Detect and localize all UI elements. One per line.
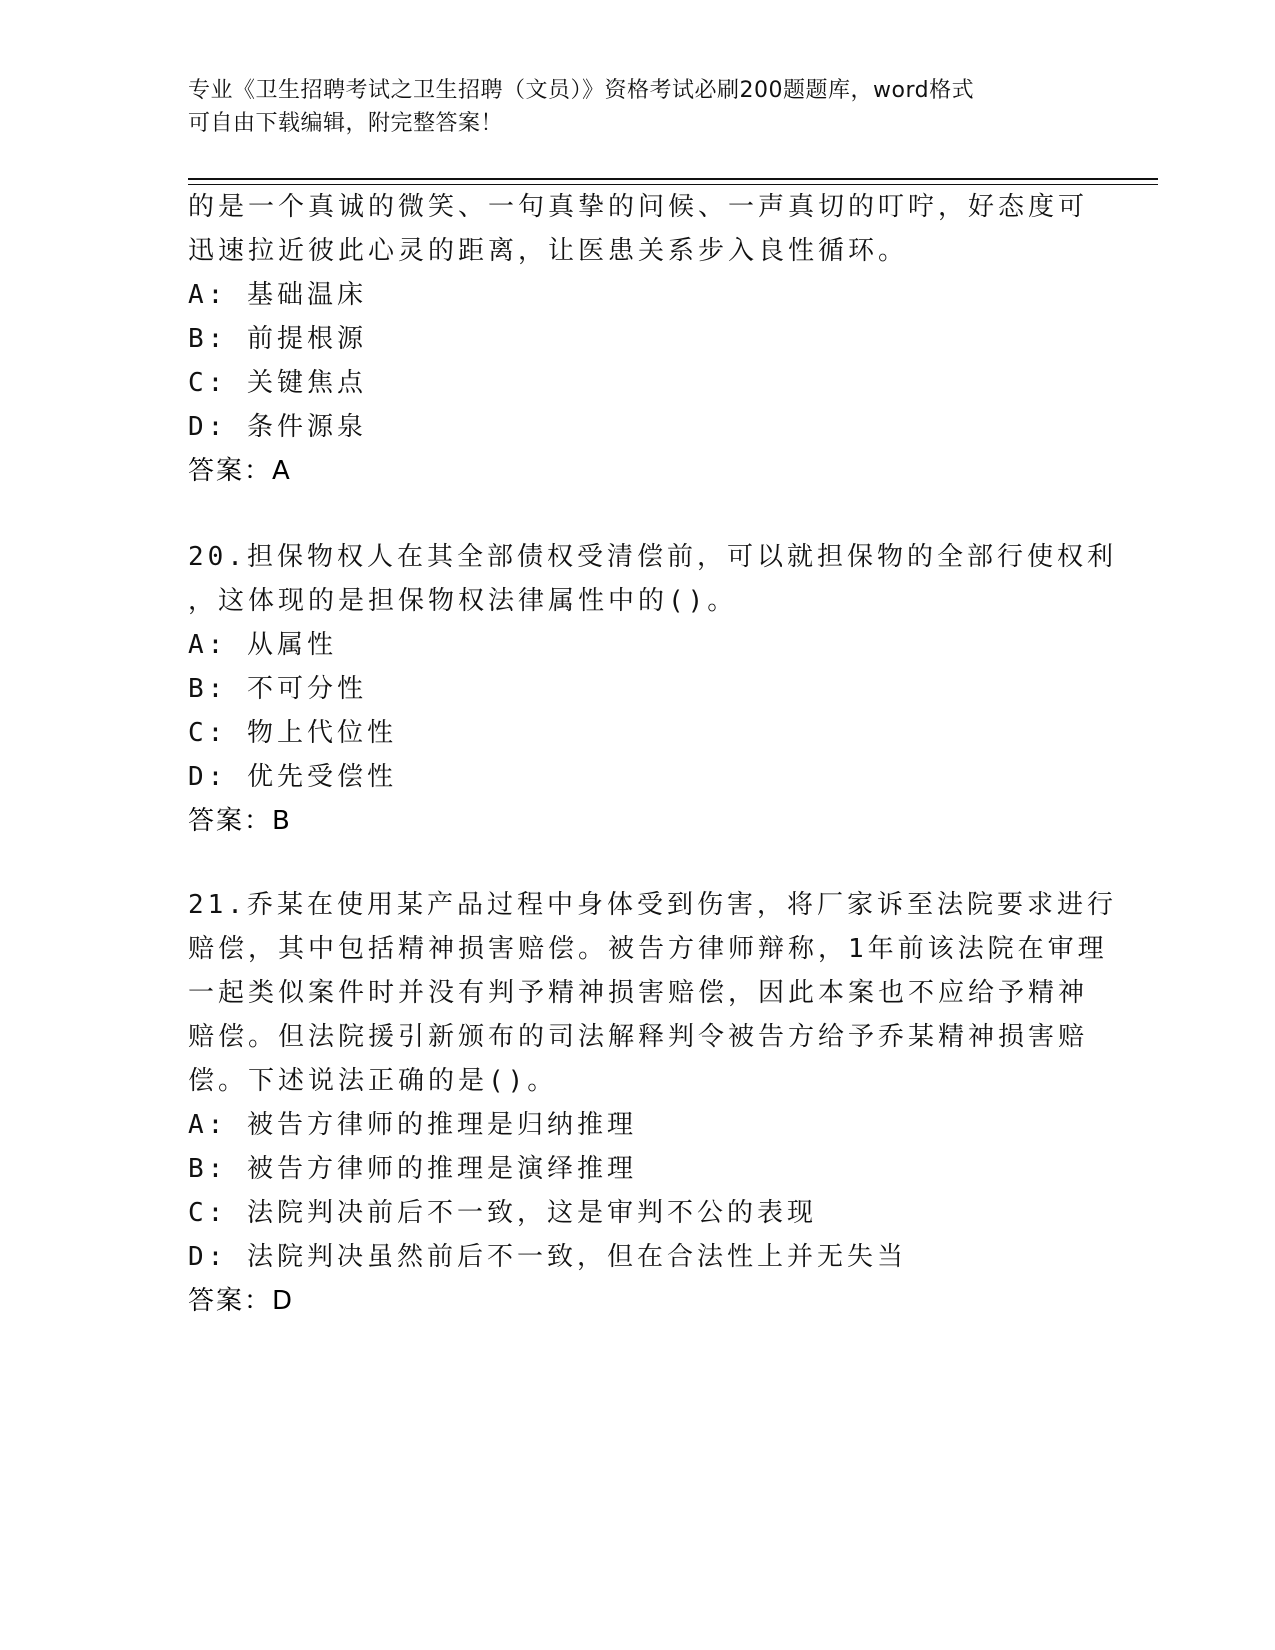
q20-option-d: D: 优先受偿性 (188, 762, 397, 792)
q19-option-d: D: 条件源泉 (188, 412, 367, 442)
q19-option-b: B: 前提根源 (188, 324, 367, 354)
q20-answer: 答案：B (188, 806, 292, 836)
header-line-2: 可自由下载编辑，附完整答案！ (188, 111, 504, 136)
q21-option-b: B: 被告方律师的推理是演绎推理 (188, 1154, 637, 1184)
header-rule-thin (188, 184, 1158, 185)
q19-answer: 答案：A (188, 456, 292, 486)
q21-stem-line-2: 赔偿，其中包括精神损害赔偿。被告方律师辩称，1年前该法院在审理 (188, 934, 1108, 964)
q20-option-a: A: 从属性 (188, 630, 337, 660)
q19-option-a: A: 基础温床 (188, 280, 367, 310)
q20-option-c: C: 物上代位性 (188, 718, 397, 748)
q21-stem-line-5: 偿。下述说法正确的是()。 (188, 1066, 558, 1096)
q21-option-a: A: 被告方律师的推理是归纳推理 (188, 1110, 637, 1140)
q19-option-c: C: 关键焦点 (188, 368, 367, 398)
q21-option-d: D: 法院判决虽然前后不一致，但在合法性上并无失当 (188, 1242, 907, 1272)
q19-stem-line-1: 的是一个真诚的微笑、一句真挚的问候、一声真切的叮咛，好态度可 (188, 192, 1089, 222)
q21-stem-line-3: 一起类似案件时并没有判予精神损害赔偿，因此本案也不应给予精神 (188, 978, 1089, 1008)
q21-answer: 答案：D (188, 1286, 295, 1316)
q21-option-c: C: 法院判决前后不一致，这是审判不公的表现 (188, 1198, 817, 1228)
q20-stem-line-1: 20.担保物权人在其全部债权受清偿前，可以就担保物的全部行使权利 (188, 542, 1117, 572)
q20-option-b: B: 不可分性 (188, 674, 367, 704)
q20-stem-line-2: ，这体现的是担保物权法律属性中的()。 (188, 586, 738, 616)
q21-stem-line-4: 赔偿。但法院援引新颁布的司法解释判令被告方给予乔某精神损害赔 (188, 1022, 1089, 1052)
header-rule-thick (188, 178, 1158, 180)
header-line-1: 专业《卫生招聘考试之卫生招聘（文员）》资格考试必刷200题题库，word格式 (188, 78, 975, 103)
document-header (188, 74, 1088, 140)
q19-stem-line-2: 迅速拉近彼此心灵的距离，让医患关系步入良性循环。 (188, 236, 909, 266)
q21-stem-line-1: 21.乔某在使用某产品过程中身体受到伤害，将厂家诉至法院要求进行 (188, 890, 1117, 920)
